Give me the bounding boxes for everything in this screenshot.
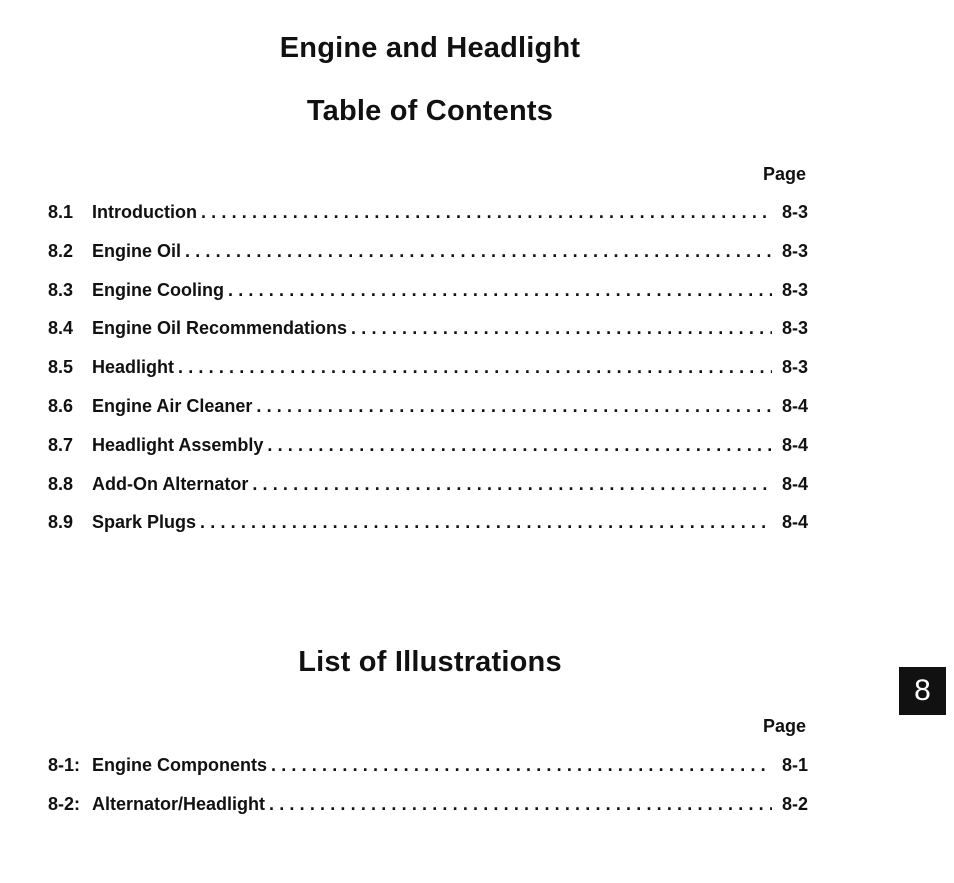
document-title: Engine and Headlight: [279, 32, 581, 64]
toc-entry-label: Add-On Alternator: [92, 473, 249, 494]
toc-entry[interactable]: [48, 202, 808, 241]
toc-entry-number: 8.2: [48, 240, 74, 261]
toc-entry-page: 8-3: [781, 357, 808, 378]
toc-entry-number: 8.4: [48, 318, 74, 339]
dot-leader: [178, 357, 772, 378]
toc-entry-number: 8.1: [48, 202, 74, 222]
toc-entry-label: Headlight: [92, 357, 175, 378]
chapter-tab[interactable]: 8: [899, 667, 946, 715]
illustration-entry-label: Engine Components: [92, 755, 267, 775]
toc-entry[interactable]: [48, 512, 808, 551]
illustrations-page-column-header: Page: [762, 716, 806, 736]
illustration-entry-label: Alternator/Headlight: [92, 793, 266, 814]
toc-entry[interactable]: [48, 435, 808, 474]
toc-entry-page: 8-4: [781, 395, 808, 416]
toc-page-column-header: Page: [762, 164, 806, 184]
toc-entry-page: 8-4: [781, 473, 808, 494]
toc-entry-page: 8-3: [781, 202, 808, 222]
illustration-entry[interactable]: [48, 755, 808, 794]
toc-heading: Table of Contents: [306, 95, 554, 127]
toc-entry[interactable]: [48, 357, 808, 396]
dot-leader: [271, 755, 772, 776]
toc-entry-label: Headlight Assembly: [92, 434, 264, 455]
illustrations-heading: List of Illustrations: [298, 646, 562, 678]
toc-entry-label: Engine Oil: [92, 240, 182, 261]
toc-entry-number: 8.7: [48, 434, 74, 455]
toc-entry[interactable]: [48, 396, 808, 435]
dot-leader: [256, 396, 772, 417]
dot-leader: [267, 435, 772, 456]
toc-entry-page: 8-3: [781, 279, 808, 300]
dot-leader: [185, 241, 772, 262]
toc-entry-page: 8-4: [781, 512, 808, 533]
toc-entry-label: Engine Cooling: [92, 279, 224, 300]
toc-entry-label: Engine Oil Recommendations: [92, 318, 348, 339]
toc-entry-page: 8-3: [781, 318, 808, 339]
toc-entry-label: Introduction: [92, 202, 197, 222]
dot-leader: [200, 512, 772, 533]
toc-entry[interactable]: [48, 318, 808, 357]
dot-leader: [201, 202, 772, 223]
dot-leader: [269, 794, 772, 815]
illustration-entry-page: 8-2: [781, 793, 808, 814]
toc-list: [48, 202, 808, 551]
toc-entry[interactable]: [48, 474, 808, 513]
dot-leader: [252, 474, 772, 495]
toc-entry-number: 8.9: [48, 512, 74, 533]
illustration-entry-page: 8-1: [781, 755, 808, 775]
toc-entry-number: 8.6: [48, 395, 74, 416]
dot-leader: [351, 318, 772, 339]
toc-entry[interactable]: [48, 241, 808, 280]
toc-entry-number: 8.5: [48, 357, 74, 378]
toc-entry-label: Engine Air Cleaner: [92, 395, 253, 416]
illustration-entry[interactable]: [48, 794, 808, 833]
illustration-entry-number: 8-2:: [48, 793, 81, 814]
toc-entry[interactable]: [48, 280, 808, 319]
toc-entry-label: Spark Plugs: [92, 512, 197, 533]
toc-entry-page: 8-4: [781, 434, 808, 455]
toc-entry-page: 8-3: [781, 240, 808, 261]
dot-leader: [228, 280, 772, 301]
illustration-entry-number: 8-1:: [48, 755, 81, 775]
toc-entry-number: 8.3: [48, 279, 74, 300]
illustrations-list: [48, 755, 808, 833]
toc-entry-number: 8.8: [48, 473, 74, 494]
